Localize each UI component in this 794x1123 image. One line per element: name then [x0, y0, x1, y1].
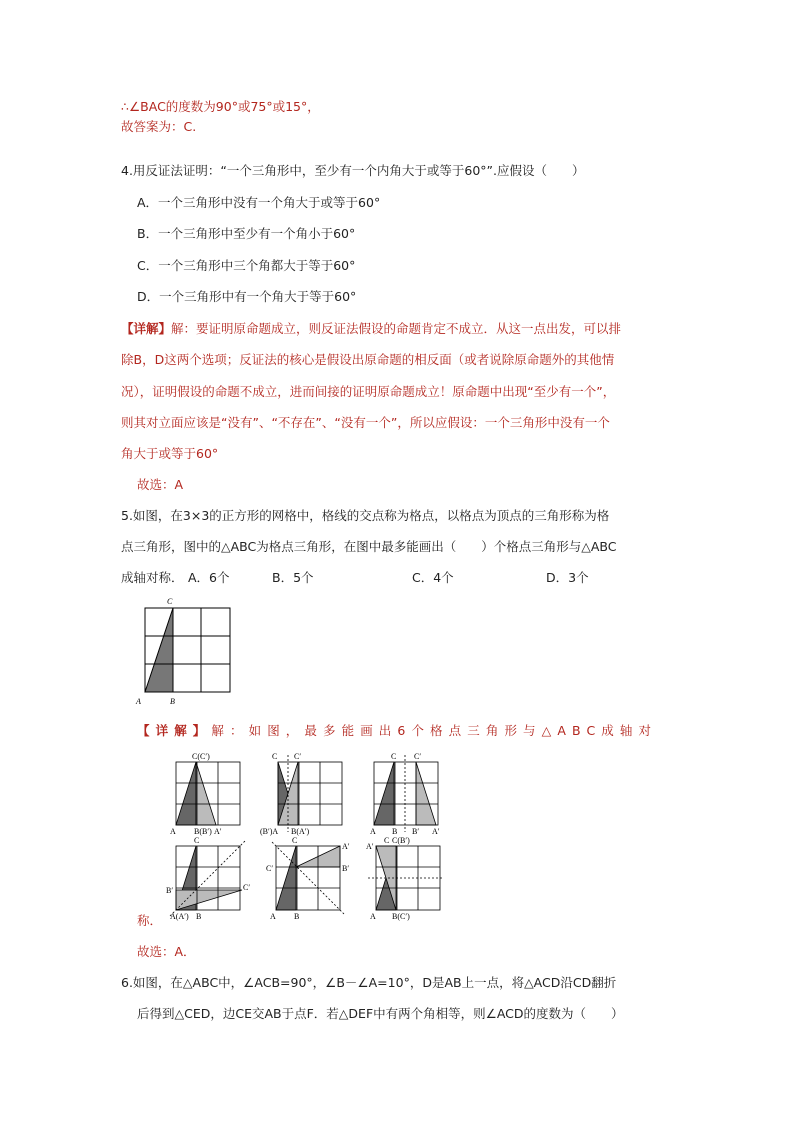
- svg-text:B(C′): B(C′): [392, 912, 410, 921]
- svg-text:C′: C′: [414, 752, 422, 761]
- svg-text:A′: A′: [214, 827, 222, 836]
- svg-text:C: C: [391, 752, 397, 761]
- svg-text:A: A: [170, 827, 176, 836]
- q5-option-a: A．6个: [188, 570, 230, 585]
- svg-text:B: B: [294, 912, 300, 921]
- svg-text:B′: B′: [342, 864, 350, 873]
- q5-answer: 故选：A．: [137, 944, 196, 959]
- svg-text:C: C: [272, 752, 278, 761]
- svg-text:B: B: [392, 827, 398, 836]
- svg-text:B(A′): B(A′): [291, 827, 310, 836]
- solution-figure-2: [258, 750, 350, 838]
- q4-option-a: A．一个三角形中没有一个角大于或等于60°: [137, 195, 381, 210]
- q4-option-d: D．一个三角形中有一个角大于等于60°: [137, 289, 357, 304]
- svg-text:A(A′): A(A′): [170, 912, 189, 921]
- prev-answer-line1: ∴∠BAC的度数为90°或75°或15°，: [121, 99, 320, 114]
- q5-stem-line2: 点三角形，图中的△ABC为格点三角形，在图中最多能画出（ ）个格点三角形与△ABC: [121, 539, 617, 554]
- q5-detail-line: 【详解】解：如图，最多能画出6个格点三角形与△ABC成轴对: [137, 723, 658, 738]
- q4-answer: 故选：A: [137, 477, 184, 492]
- svg-text:(B′)A: (B′)A: [260, 827, 279, 836]
- svg-text:A: A: [370, 912, 376, 921]
- q4-option-b: B．一个三角形中至少有一个角小于60°: [137, 226, 356, 241]
- q6-stem-line2: 后得到△CED，边CE交AB于点F．若△DEF中有两个角相等，则∠ACD的度数为（ ）: [137, 1006, 624, 1021]
- q4-detail-line3: 况），证明假设的命题不成立，进而间接的证明原命题成立！原命题中出现“至少有一个”，: [121, 384, 616, 399]
- svg-text:B: B: [196, 912, 202, 921]
- svg-text:A′: A′: [366, 842, 374, 851]
- q5-stem-line1: 5.如图，在3×3的正方形的网格中，格线的交点称为格点，以格点为顶点的三角形称为格: [121, 508, 610, 523]
- q4-stem: 4.用反证法证明：“一个三角形中，至少有一个内角大于或等于60°”.应假设（ ）: [121, 163, 585, 178]
- svg-text:A′: A′: [432, 827, 440, 836]
- solution-figure-4: [166, 835, 258, 921]
- svg-text:C: C: [292, 836, 298, 845]
- solution-figure-1: [168, 750, 246, 838]
- q4-detail-tag: 【详解】: [121, 321, 172, 336]
- q5-option-b: B．5个: [272, 570, 314, 585]
- svg-text:B(B′): B(B′): [194, 827, 212, 836]
- q5-detail-tag: 【详解】: [137, 723, 212, 738]
- svg-text:C′: C′: [294, 752, 302, 761]
- svg-text:A: A: [270, 912, 276, 921]
- q5-option-d: D．3个: [546, 570, 589, 585]
- svg-text:A: A: [370, 827, 376, 836]
- solution-figure-5: [262, 835, 356, 921]
- solution-figure-3: [366, 750, 446, 838]
- svg-text:C′: C′: [243, 883, 251, 892]
- svg-text:B′: B′: [412, 827, 420, 836]
- q5-stem-line3: 成轴对称．: [121, 570, 184, 585]
- svg-text:C: C: [384, 836, 390, 845]
- fig-label-b: B: [170, 697, 175, 706]
- q4-option-c: C．一个三角形中三个角都大于等于60°: [137, 258, 356, 273]
- svg-text:C(C′): C(C′): [192, 752, 210, 761]
- svg-text:C: C: [194, 836, 200, 845]
- q4-detail-line1: 【详解】解：要证明原命题成立，则反证法假设的命题肯定不成立．从这一点出发，可以排: [121, 321, 622, 336]
- svg-text:C′: C′: [266, 864, 274, 873]
- q4-detail-line2: 除B，D这两个选项；反证法的核心是假设出原命题的相反面（或者说除原命题外的其他情: [121, 352, 615, 367]
- prev-answer-line2: 故答案为：C.: [121, 119, 197, 134]
- q5-option-c: C．4个: [412, 570, 454, 585]
- fig-label-a: A: [136, 697, 141, 706]
- svg-text:B′: B′: [166, 886, 174, 895]
- svg-text:A′: A′: [342, 842, 350, 851]
- q5-detail-end: 称．: [137, 913, 163, 928]
- svg-text:C(B′): C(B′): [392, 836, 410, 845]
- q6-stem-line1: 6.如图，在△ABC中，∠ACB=90°，∠B－∠A=10°，D是AB上一点，将△ACD沿CD翻折: [121, 975, 617, 990]
- q5-grid-figure: [130, 592, 240, 708]
- q4-detail-line4: 则其对立面应该是“没有”、“不存在”、“没有一个”，所以应假设：一个三角形中没有一个: [121, 415, 610, 430]
- solution-figure-6: [364, 835, 444, 921]
- q4-detail-line5: 角大于或等于60°: [121, 446, 219, 461]
- fig-label-c: C: [167, 597, 173, 606]
